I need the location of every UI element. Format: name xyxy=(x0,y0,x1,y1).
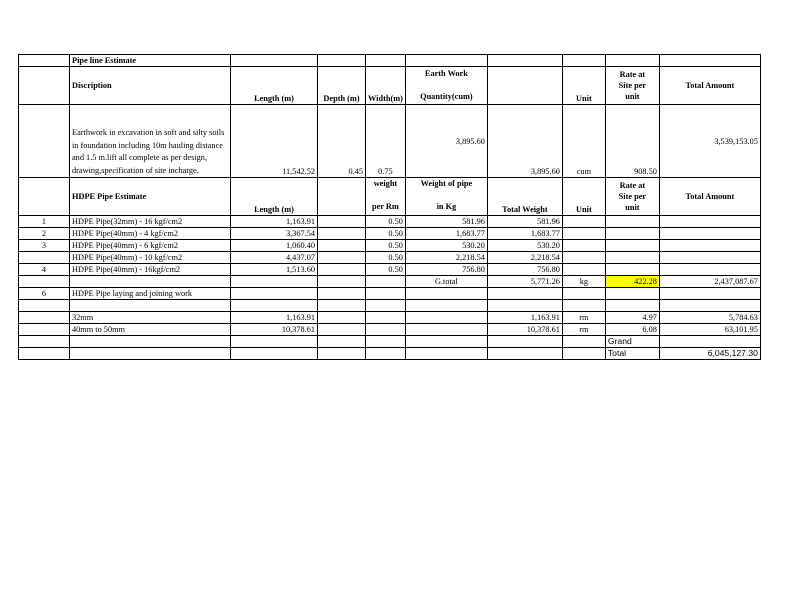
cell[interactable] xyxy=(366,336,406,348)
grand-total-label-line2[interactable]: Total xyxy=(605,348,659,360)
cell[interactable] xyxy=(318,348,366,360)
cell[interactable] xyxy=(70,348,231,360)
cell[interactable] xyxy=(605,300,659,312)
gtotal-row xyxy=(19,276,761,288)
row-number[interactable]: 2 xyxy=(19,228,70,240)
pipe-weight-per-rm[interactable]: 0.50 xyxy=(366,252,406,264)
cell[interactable] xyxy=(318,324,366,336)
hdpe-rate-line2: Site per xyxy=(618,192,647,201)
pipe-weight-per-rm[interactable]: 0.50 xyxy=(366,240,406,252)
pipe-length[interactable]: 4,437.07 xyxy=(231,252,318,264)
pipe-total-weight[interactable]: 756.80 xyxy=(487,264,562,276)
hdpe-unit-header[interactable]: Unit xyxy=(562,178,605,216)
cell[interactable] xyxy=(562,216,605,228)
gtotal-weight[interactable]: 5,771.26 xyxy=(487,276,562,288)
laying-length[interactable]: 10,378.61 xyxy=(231,324,318,336)
grand-total-row xyxy=(19,336,761,348)
quantity-header-line1: Earth Work xyxy=(424,69,468,78)
cell[interactable] xyxy=(562,348,605,360)
cell[interactable] xyxy=(605,252,659,264)
estimate-sheet xyxy=(18,54,761,360)
row-number[interactable]: 4 xyxy=(19,264,70,276)
weight-per-rm-line1: weight xyxy=(373,179,398,188)
cell[interactable] xyxy=(318,312,366,324)
cell[interactable] xyxy=(605,264,659,276)
hdpe-rate-line1: Rate at xyxy=(619,181,646,190)
row-number[interactable]: 3 xyxy=(19,240,70,252)
sheet-title[interactable]: Pipe line Estimate xyxy=(70,55,231,67)
earthwork-width[interactable]: 0.75 xyxy=(366,105,406,178)
title-row xyxy=(19,55,761,67)
earthwork-depth[interactable]: 0.45 xyxy=(318,105,366,178)
earthwork-row xyxy=(19,105,761,178)
cell[interactable] xyxy=(605,288,659,300)
hdpe-rate-line3: unit xyxy=(625,203,640,212)
cell[interactable] xyxy=(562,252,605,264)
pipe-description[interactable]: HDPE Pipe(40mm) - 10 kgf/cm2 xyxy=(70,252,231,264)
cell[interactable] xyxy=(405,312,487,324)
cell[interactable] xyxy=(318,300,366,312)
row-number[interactable]: 1 xyxy=(19,216,70,228)
cell[interactable] xyxy=(405,336,487,348)
row-number[interactable]: 6 xyxy=(19,288,70,300)
cell[interactable] xyxy=(19,312,70,324)
cell[interactable] xyxy=(605,240,659,252)
cell[interactable] xyxy=(318,276,366,288)
laying-amount[interactable]: 63,101.95 xyxy=(659,324,760,336)
cell[interactable] xyxy=(19,300,70,312)
earthwork-rate[interactable]: 908.50 xyxy=(605,105,659,178)
cell[interactable] xyxy=(19,336,70,348)
pipe-weight-kg[interactable]: 2,218.54 xyxy=(405,252,487,264)
cell[interactable] xyxy=(605,216,659,228)
cell[interactable] xyxy=(659,228,760,240)
cell[interactable] xyxy=(562,55,605,67)
cell[interactable] xyxy=(562,336,605,348)
pipe-weight-per-rm[interactable]: 0.50 xyxy=(366,228,406,240)
cell[interactable] xyxy=(562,240,605,252)
weight-per-rm-header[interactable] xyxy=(366,178,406,216)
cell[interactable] xyxy=(231,336,318,348)
cell[interactable] xyxy=(487,55,562,67)
rate-header-line1: Rate at xyxy=(619,70,646,79)
row-number[interactable] xyxy=(19,252,70,264)
weight-per-rm-line2: per Rm xyxy=(372,202,399,211)
earthwork-quantity-repeat[interactable]: 3,895.60 xyxy=(487,105,562,178)
pipe-weight-per-rm[interactable]: 0.50 xyxy=(366,216,406,228)
cell[interactable] xyxy=(605,228,659,240)
earthwork-description[interactable]: Earthwork in excavation in soft and silty soils in foundation including 10m hauling distance and 1.5 m.lift all complete as per design, drawing,specification of site incharge. xyxy=(70,105,231,178)
cell[interactable] xyxy=(487,67,562,105)
cell[interactable] xyxy=(487,288,562,300)
cell[interactable] xyxy=(405,348,487,360)
cell[interactable] xyxy=(366,276,406,288)
pipe-total-weight[interactable]: 530.20 xyxy=(487,240,562,252)
cell[interactable] xyxy=(231,348,318,360)
laying-description[interactable]: HDPE Pipe laying and joining work xyxy=(70,288,231,300)
rate-header-line2: Site per xyxy=(618,81,647,90)
table-row xyxy=(19,312,761,324)
table-row xyxy=(19,324,761,336)
cell[interactable] xyxy=(19,55,70,67)
cell[interactable] xyxy=(659,336,760,348)
table-row xyxy=(19,228,761,240)
cell[interactable] xyxy=(659,216,760,228)
cell[interactable] xyxy=(562,228,605,240)
laying-total-weight[interactable]: 10,378.61 xyxy=(487,324,562,336)
gtotal-amount[interactable]: 2,437,087.67 xyxy=(659,276,760,288)
pipe-weight-kg[interactable]: 581.96 xyxy=(405,216,487,228)
total-amount-header[interactable]: Total Amount xyxy=(659,67,760,105)
cell[interactable] xyxy=(605,55,659,67)
cell[interactable] xyxy=(659,300,760,312)
pipe-total-weight[interactable]: 1,683.77 xyxy=(487,228,562,240)
grand-total-row xyxy=(19,348,761,360)
cell[interactable] xyxy=(318,228,366,240)
pipe-length[interactable]: 1,060.40 xyxy=(231,240,318,252)
pipe-description[interactable]: HDPE Pipe(40mm) - 6 kgf/cm2 xyxy=(70,240,231,252)
cell[interactable] xyxy=(659,288,760,300)
earthwork-total-amount[interactable]: 3,539,153.05 xyxy=(659,105,760,178)
blank-row xyxy=(19,300,761,312)
pipe-length[interactable]: 3,367.54 xyxy=(231,228,318,240)
cell[interactable] xyxy=(366,300,406,312)
table-row xyxy=(19,252,761,264)
cell[interactable] xyxy=(366,312,406,324)
laying-size[interactable]: 32mm xyxy=(70,312,231,324)
cell[interactable] xyxy=(19,105,70,178)
grand-total-amount[interactable]: 6,045,127.30 xyxy=(659,348,760,360)
cell[interactable] xyxy=(659,252,760,264)
gtotal-rate[interactable]: 422.28 xyxy=(605,276,659,288)
estimate-table xyxy=(18,54,761,360)
cell[interactable] xyxy=(318,336,366,348)
pipe-description[interactable]: HDPE Pipe(40mm) - 4 kgf/cm2 xyxy=(70,228,231,240)
cell[interactable] xyxy=(366,55,406,67)
cell[interactable] xyxy=(659,264,760,276)
laying-unit[interactable]: rm xyxy=(562,312,605,324)
cell[interactable] xyxy=(318,216,366,228)
cell[interactable] xyxy=(366,324,406,336)
table-row xyxy=(19,240,761,252)
laying-unit[interactable]: rm xyxy=(562,324,605,336)
earthwork-unit[interactable]: cum xyxy=(562,105,605,178)
cell[interactable] xyxy=(487,336,562,348)
cell[interactable] xyxy=(19,348,70,360)
cell[interactable] xyxy=(19,67,70,105)
cell[interactable] xyxy=(70,300,231,312)
earthwork-header-row xyxy=(19,67,761,105)
laying-length[interactable]: 1,163.91 xyxy=(231,312,318,324)
laying-rate[interactable]: 6.08 xyxy=(605,324,659,336)
pipe-length[interactable]: 1,513.60 xyxy=(231,264,318,276)
hdpe-header-row xyxy=(19,178,761,216)
rate-header[interactable] xyxy=(605,67,659,105)
table-row xyxy=(19,264,761,276)
length-header[interactable]: Length (m) xyxy=(231,67,318,105)
cell[interactable] xyxy=(562,288,605,300)
hdpe-total-amount-header[interactable]: Total Amount xyxy=(659,178,760,216)
pipe-weight-per-rm[interactable]: 0.50 xyxy=(366,264,406,276)
cell[interactable] xyxy=(487,348,562,360)
hdpe-rate-header[interactable] xyxy=(605,178,659,216)
pipe-description[interactable]: HDPE Pipe(32mm) - 16 kgf/cm2 xyxy=(70,216,231,228)
earthwork-length[interactable]: 11,542.52 xyxy=(231,105,318,178)
cell[interactable] xyxy=(405,324,487,336)
laying-total-weight[interactable]: 1,163.91 xyxy=(487,312,562,324)
weight-of-pipe-line2: in Kg xyxy=(436,202,457,211)
cell[interactable] xyxy=(318,252,366,264)
cell[interactable] xyxy=(231,300,318,312)
cell[interactable] xyxy=(231,288,318,300)
cell[interactable] xyxy=(487,300,562,312)
cell[interactable] xyxy=(562,300,605,312)
laying-row xyxy=(19,288,761,300)
cell[interactable] xyxy=(405,55,487,67)
hdpe-title[interactable]: HDPE Pipe Estimate xyxy=(70,178,231,216)
cell[interactable] xyxy=(659,55,760,67)
cell[interactable] xyxy=(366,348,406,360)
table-row xyxy=(19,216,761,228)
gtotal-label[interactable]: G.total xyxy=(405,276,487,288)
pipe-length[interactable]: 1,163.91 xyxy=(231,216,318,228)
laying-rate[interactable]: 4.97 xyxy=(605,312,659,324)
rate-header-line3: unit xyxy=(625,92,640,101)
width-header[interactable]: Width(m) xyxy=(366,67,406,105)
description-header[interactable]: Discription xyxy=(70,67,231,105)
laying-size[interactable]: 40mm to 50mm xyxy=(70,324,231,336)
earthwork-quantity[interactable]: 3,895.60 xyxy=(405,105,487,178)
pipe-total-weight[interactable]: 2,218.54 xyxy=(487,252,562,264)
cell[interactable] xyxy=(70,276,231,288)
cell[interactable] xyxy=(318,288,366,300)
cell[interactable] xyxy=(659,240,760,252)
cell[interactable] xyxy=(70,336,231,348)
laying-amount[interactable]: 5,784.63 xyxy=(659,312,760,324)
pipe-weight-kg[interactable]: 1,683.77 xyxy=(405,228,487,240)
hdpe-length-header[interactable]: Length (m) xyxy=(231,178,318,216)
pipe-description[interactable]: HDPE Pipe(40mm) - 16kgf/cm2 xyxy=(70,264,231,276)
quantity-header[interactable] xyxy=(405,67,487,105)
weight-of-pipe-line1: Weight of pipe xyxy=(420,179,473,188)
cell[interactable] xyxy=(19,324,70,336)
total-weight-header[interactable]: Total Weight xyxy=(487,178,562,216)
cell[interactable] xyxy=(231,55,318,67)
cell[interactable] xyxy=(318,240,366,252)
cell[interactable] xyxy=(562,264,605,276)
unit-header[interactable]: Unit xyxy=(562,67,605,105)
cell[interactable] xyxy=(318,55,366,67)
weight-of-pipe-header[interactable] xyxy=(405,178,487,216)
cell[interactable] xyxy=(19,178,70,216)
cell[interactable] xyxy=(405,288,487,300)
depth-header[interactable]: Depth (m) xyxy=(318,67,366,105)
gtotal-unit[interactable]: kg xyxy=(562,276,605,288)
cell[interactable] xyxy=(19,276,70,288)
pipe-total-weight[interactable]: 581.96 xyxy=(487,216,562,228)
grand-total-label-line1[interactable]: Grand xyxy=(605,336,659,348)
cell[interactable] xyxy=(405,300,487,312)
quantity-header-line2: Quantity(cum) xyxy=(420,92,473,101)
pipe-weight-kg[interactable]: 756.80 xyxy=(405,264,487,276)
pipe-weight-kg[interactable]: 530.20 xyxy=(405,240,487,252)
cell[interactable] xyxy=(318,178,366,216)
cell[interactable] xyxy=(366,288,406,300)
cell[interactable] xyxy=(318,264,366,276)
cell[interactable] xyxy=(231,276,318,288)
